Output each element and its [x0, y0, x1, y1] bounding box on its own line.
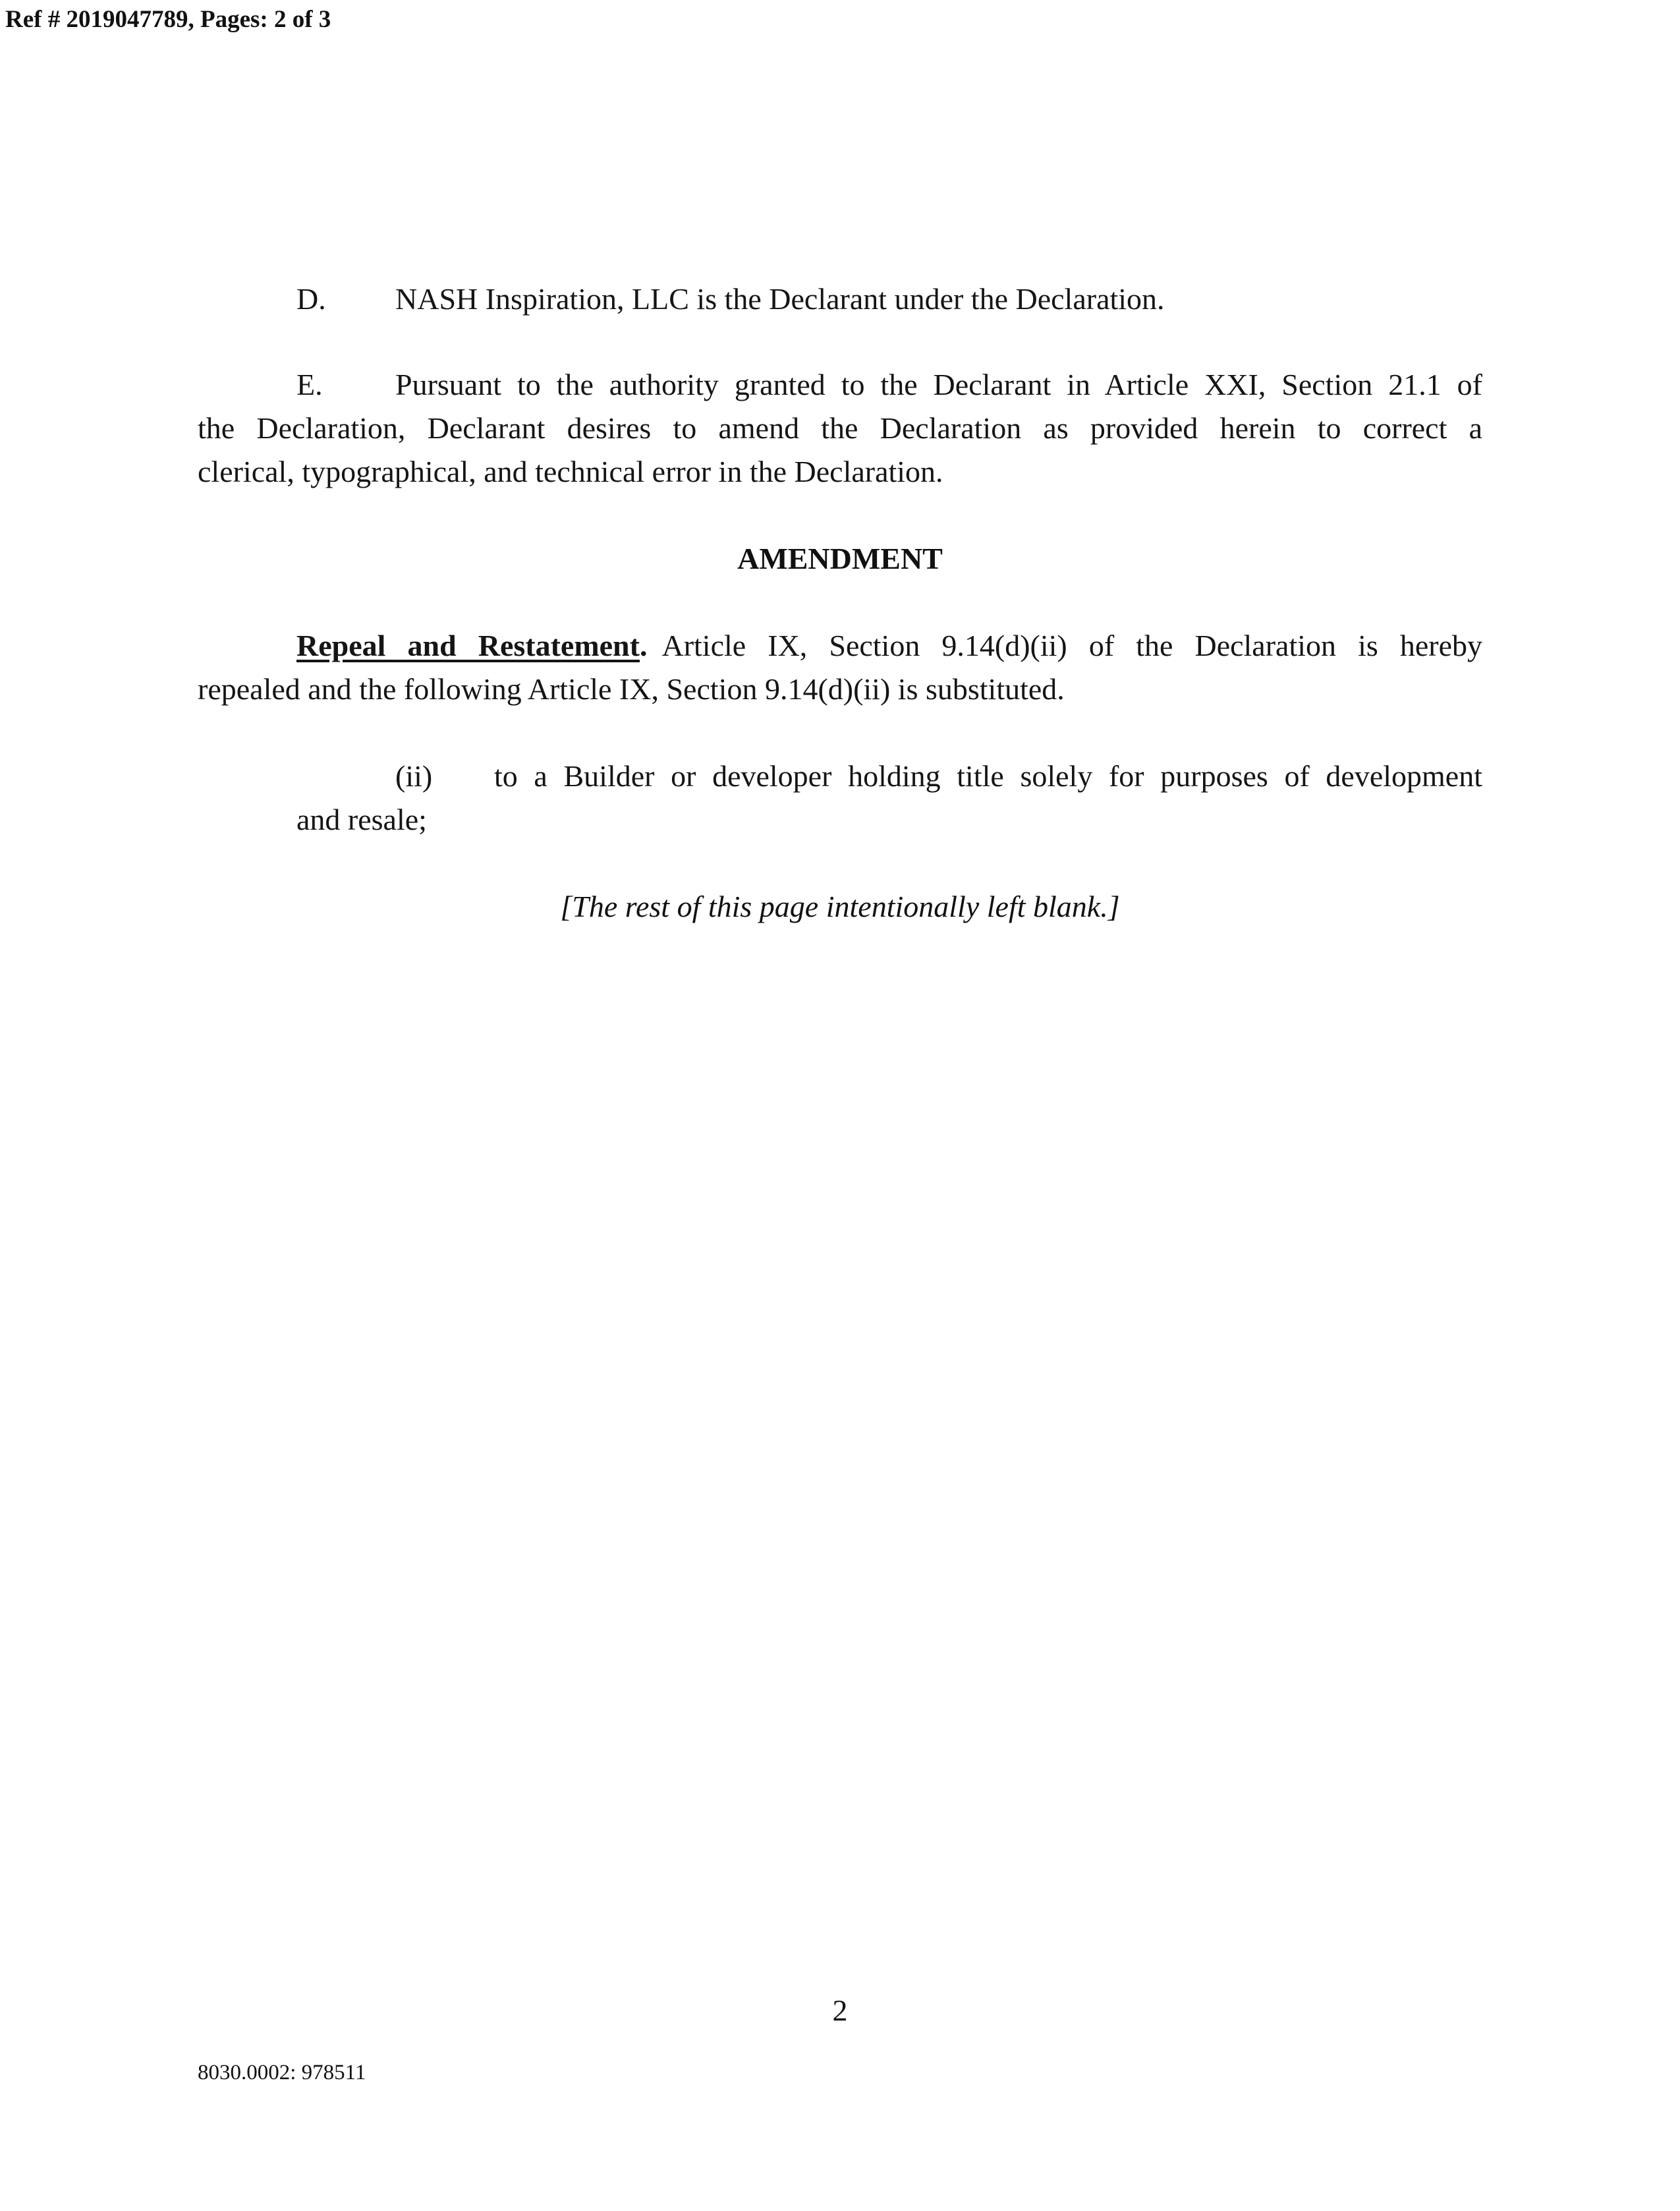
- recital-e: [198, 363, 1482, 494]
- restatement-line-2: repealed and the following Article IX, Section 9.14(d)(ii) is substituted.: [198, 672, 1065, 706]
- subsection-ii-line-1-text: to a Builder or developer holding title solely for purposes of development: [494, 759, 1482, 793]
- restatement-title-group: [296, 629, 647, 662]
- recital-e-line-1-text: Pursuant to the authority granted to the Declarant in Article XXI, Section 21.1 of: [395, 368, 1482, 401]
- blank-page-notice: [The rest of this page intentionally left blank.]: [560, 890, 1120, 923]
- restatement-line-1: [198, 624, 1482, 668]
- subsection-ii-line-2: and resale;: [296, 803, 427, 836]
- recital-d-text: NASH Inspiration, LLC is the Declarant under the Declaration.: [395, 282, 1165, 316]
- recital-d: [296, 277, 1165, 321]
- document-id: 8030.0002: 978511: [198, 2061, 366, 2084]
- recording-reference: Ref # 2019047789, Pages: 2 of 3: [5, 6, 331, 33]
- recital-d-label: D.: [296, 282, 326, 316]
- subsection-ii-label: (ii): [395, 759, 433, 793]
- restatement-paragraph: [198, 624, 1482, 711]
- recital-e-line-2: the Declaration, Declarant desires to amend the Declaration as provided herein to correct a: [198, 411, 1482, 445]
- recital-e-line-1: [198, 363, 1482, 407]
- subsection-ii-line-1: [296, 755, 1482, 798]
- recital-e-label: E.: [296, 368, 323, 401]
- amendment-heading: AMENDMENT: [737, 542, 943, 575]
- recital-e-line-3: clerical, typographical, and technical error in the Declaration.: [198, 455, 943, 488]
- restatement-title-period: .: [639, 629, 648, 662]
- page-number: 2: [832, 1994, 848, 2027]
- restatement-title: Repeal and Restatement: [296, 629, 640, 662]
- subsection-ii: [296, 755, 1482, 842]
- restatement-line-1-text: Article IX, Section 9.14(d)(ii) of the Declaration is hereby: [661, 629, 1483, 662]
